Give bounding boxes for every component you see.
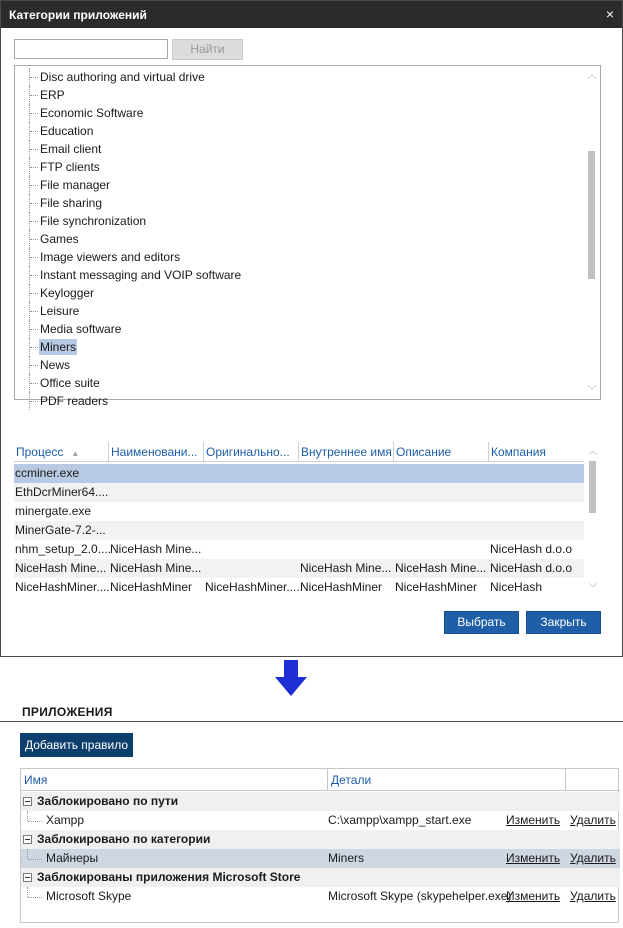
category-label: Email client xyxy=(40,142,102,156)
table-cell xyxy=(299,521,394,540)
scroll-up-icon[interactable]: ︿ xyxy=(587,70,597,80)
rule-group-row[interactable] xyxy=(21,868,620,887)
table-row[interactable] xyxy=(14,559,584,578)
select-button[interactable]: Выбрать xyxy=(444,611,519,634)
category-item[interactable] xyxy=(15,374,585,392)
tree-guide xyxy=(30,329,38,330)
table-row[interactable] xyxy=(14,540,584,559)
category-item[interactable] xyxy=(15,338,585,356)
category-label: Office suite xyxy=(40,376,100,390)
column-header-label: Компания xyxy=(491,445,546,459)
table-cell xyxy=(204,540,299,559)
table-cell: NiceHashMiner.... xyxy=(15,580,110,594)
table-row[interactable] xyxy=(14,521,584,540)
tree-guide xyxy=(30,401,38,402)
table-cell xyxy=(489,521,584,540)
category-label: Leisure xyxy=(40,304,80,318)
category-item[interactable] xyxy=(15,230,585,248)
scroll-down-icon[interactable]: ﹀ xyxy=(587,385,597,395)
tree-guide xyxy=(30,383,38,384)
category-label: File sharing xyxy=(40,196,103,210)
tree-guide xyxy=(30,347,38,348)
process-table-header xyxy=(14,442,584,462)
tree-guide xyxy=(30,113,38,114)
search-input[interactable] xyxy=(14,39,168,59)
tree-guide xyxy=(28,821,42,822)
edit-link[interactable]: Изменить xyxy=(506,851,561,865)
category-label: News xyxy=(40,358,71,372)
column-header-actions xyxy=(566,769,620,791)
category-item[interactable] xyxy=(15,320,585,338)
scroll-thumb[interactable] xyxy=(588,151,595,279)
tree-guide xyxy=(27,811,28,821)
rule-details: Miners xyxy=(328,851,365,865)
rule-row[interactable] xyxy=(21,849,620,868)
search-button[interactable]: Найти xyxy=(172,39,243,60)
table-cell xyxy=(109,464,204,483)
column-header[interactable] xyxy=(299,442,394,462)
tree-guide xyxy=(30,257,38,258)
dialog-titlebar xyxy=(1,1,622,28)
table-cell xyxy=(204,559,299,578)
column-header-label: Процесс xyxy=(16,445,64,459)
column-header-label: Оригинально... xyxy=(206,445,290,459)
category-item[interactable] xyxy=(15,356,585,374)
category-item[interactable] xyxy=(15,266,585,284)
tree-guide xyxy=(30,239,38,240)
table-cell: NiceHash d.o.o xyxy=(490,561,573,575)
table-cell: nhm_setup_2.0.... xyxy=(15,542,112,556)
column-header-label: Описание xyxy=(396,445,452,459)
dialog-title: Категории приложений xyxy=(9,8,147,22)
table-cell xyxy=(489,502,584,521)
category-item[interactable] xyxy=(15,248,585,266)
group-title: Заблокировано по категории xyxy=(37,832,211,846)
edit-link[interactable]: Изменить xyxy=(506,813,561,827)
delete-link[interactable]: Удалить xyxy=(570,851,616,865)
table-cell xyxy=(394,483,489,502)
tree-guide xyxy=(30,365,38,366)
group-title: Заблокированы приложения Microsoft Store xyxy=(37,870,301,884)
category-label: Disc authoring and virtual drive xyxy=(40,70,205,84)
table-cell: NiceHash Mine... xyxy=(110,542,202,556)
table-cell xyxy=(394,464,489,483)
table-cell: ccminer.exe xyxy=(15,466,80,480)
category-label: Miners xyxy=(40,340,77,354)
edit-link[interactable]: Изменить xyxy=(506,889,561,903)
rule-name: Microsoft Skype xyxy=(46,889,132,903)
scroll-up-icon[interactable]: ︿ xyxy=(588,446,598,456)
rule-name: Майнеры xyxy=(46,851,99,865)
category-label: Media software xyxy=(40,322,122,336)
category-label: PDF readers xyxy=(40,394,109,408)
rule-row[interactable] xyxy=(21,811,620,830)
table-scrollbar[interactable] xyxy=(586,443,600,596)
column-header-label: Наименовани... xyxy=(111,445,198,459)
table-cell xyxy=(204,502,299,521)
table-cell: NiceHashMiner xyxy=(300,580,383,594)
table-cell xyxy=(204,521,299,540)
table-row[interactable] xyxy=(14,483,584,502)
rule-row[interactable] xyxy=(21,887,620,906)
tree-guide xyxy=(30,221,38,222)
scroll-thumb[interactable] xyxy=(589,461,596,513)
collapse-icon[interactable] xyxy=(23,835,32,844)
table-cell xyxy=(489,464,584,483)
tree-scrollbar[interactable] xyxy=(585,67,599,398)
table-cell xyxy=(394,521,489,540)
category-label: ERP xyxy=(40,88,65,102)
tree-guide xyxy=(28,897,42,898)
table-cell xyxy=(204,483,299,502)
category-item[interactable] xyxy=(15,68,585,86)
rule-group-row[interactable] xyxy=(21,792,620,811)
scroll-down-icon[interactable]: ﹀ xyxy=(588,583,598,593)
delete-link[interactable]: Удалить xyxy=(570,889,616,903)
table-cell: MinerGate-7.2-... xyxy=(15,523,106,537)
category-label: File manager xyxy=(40,178,111,192)
column-header-details[interactable]: Детали xyxy=(328,769,566,791)
category-item[interactable] xyxy=(15,194,585,212)
process-table xyxy=(14,442,601,597)
category-item[interactable] xyxy=(15,302,585,320)
table-cell xyxy=(394,540,489,559)
table-cell: NiceHash Mine... xyxy=(300,561,392,575)
table-cell: EthDcrMiner64.... xyxy=(15,485,109,499)
tree-guide xyxy=(30,203,38,204)
category-item[interactable] xyxy=(15,176,585,194)
table-cell: NiceHashMiner xyxy=(395,580,478,594)
table-cell: minergate.exe xyxy=(15,504,92,518)
rule-group-row[interactable] xyxy=(21,830,620,849)
table-row[interactable] xyxy=(14,464,584,483)
add-rule-button[interactable]: Добавить правило xyxy=(20,733,133,757)
column-header[interactable] xyxy=(489,442,584,462)
rule-details: C:\xampp\xampp_start.exe xyxy=(328,813,472,827)
close-button[interactable]: Закрыть xyxy=(526,611,601,634)
category-item[interactable] xyxy=(15,392,585,410)
category-label: Instant messaging and VOIP software xyxy=(40,268,242,282)
category-label: Keylogger xyxy=(40,286,95,300)
collapse-icon[interactable] xyxy=(23,873,32,882)
tree-guide xyxy=(28,859,42,860)
category-label: FTP clients xyxy=(40,160,100,174)
delete-link[interactable]: Удалить xyxy=(570,813,616,827)
table-row[interactable] xyxy=(14,502,584,521)
table-cell: NiceHash Mine... xyxy=(110,561,202,575)
table-cell xyxy=(109,483,204,502)
app-rules-table xyxy=(20,768,619,923)
category-item[interactable] xyxy=(15,140,585,158)
tree-guide xyxy=(30,185,38,186)
table-cell xyxy=(299,540,394,559)
category-label: Games xyxy=(40,232,79,246)
tree-guide xyxy=(27,849,28,859)
table-cell xyxy=(299,483,394,502)
tree-guide xyxy=(27,887,28,897)
rule-details: Microsoft Skype (skypehelper.exe) xyxy=(328,889,512,903)
table-cell xyxy=(109,521,204,540)
tree-guide xyxy=(30,149,38,150)
category-tree[interactable] xyxy=(14,65,601,408)
category-label: File synchronization xyxy=(40,214,147,228)
column-header-name[interactable]: Имя xyxy=(21,769,328,791)
table-cell xyxy=(299,464,394,483)
collapse-icon[interactable] xyxy=(23,797,32,806)
table-cell xyxy=(204,464,299,483)
category-item[interactable] xyxy=(15,122,585,140)
category-item[interactable] xyxy=(15,284,585,302)
tree-guide xyxy=(30,293,38,294)
category-item[interactable] xyxy=(15,86,585,104)
tree-guide xyxy=(30,311,38,312)
category-label: Education xyxy=(40,124,94,138)
table-cell: NiceHash Mine... xyxy=(395,561,487,575)
column-header[interactable] xyxy=(204,442,299,462)
tree-guide xyxy=(30,131,38,132)
category-label: Economic Software xyxy=(40,106,144,120)
rules-header xyxy=(21,769,620,791)
table-cell xyxy=(109,502,204,521)
tree-guide xyxy=(30,275,38,276)
rule-name: Xampp xyxy=(46,813,85,827)
category-item[interactable] xyxy=(15,104,585,122)
category-item[interactable] xyxy=(15,212,585,230)
table-cell xyxy=(489,483,584,502)
category-label: Image viewers and editors xyxy=(40,250,181,264)
table-cell: NiceHash d.o.o xyxy=(490,542,573,556)
category-item[interactable] xyxy=(15,158,585,176)
table-cell: NiceHash Mine... xyxy=(15,561,107,575)
section-divider xyxy=(0,721,623,722)
column-header[interactable] xyxy=(394,442,489,462)
table-cell xyxy=(394,502,489,521)
tree-guide xyxy=(30,77,38,78)
column-header[interactable] xyxy=(109,442,204,462)
column-header[interactable] xyxy=(14,442,109,462)
close-icon[interactable]: × xyxy=(605,6,614,22)
tree-guide xyxy=(30,167,38,168)
sort-asc-icon: ▲ xyxy=(71,449,80,458)
apps-section-title: ПРИЛОЖЕНИЯ xyxy=(22,705,113,719)
table-row[interactable] xyxy=(14,578,584,597)
column-header-label: Внутреннее имя xyxy=(301,445,392,459)
table-cell xyxy=(299,502,394,521)
tree-guide xyxy=(30,95,38,96)
table-cell: NiceHashMiner.... xyxy=(205,580,300,594)
table-cell: NiceHashMiner xyxy=(110,580,193,594)
group-title: Заблокировано по пути xyxy=(37,794,179,808)
table-cell: NiceHash xyxy=(490,580,543,594)
down-arrow-icon xyxy=(275,660,307,696)
